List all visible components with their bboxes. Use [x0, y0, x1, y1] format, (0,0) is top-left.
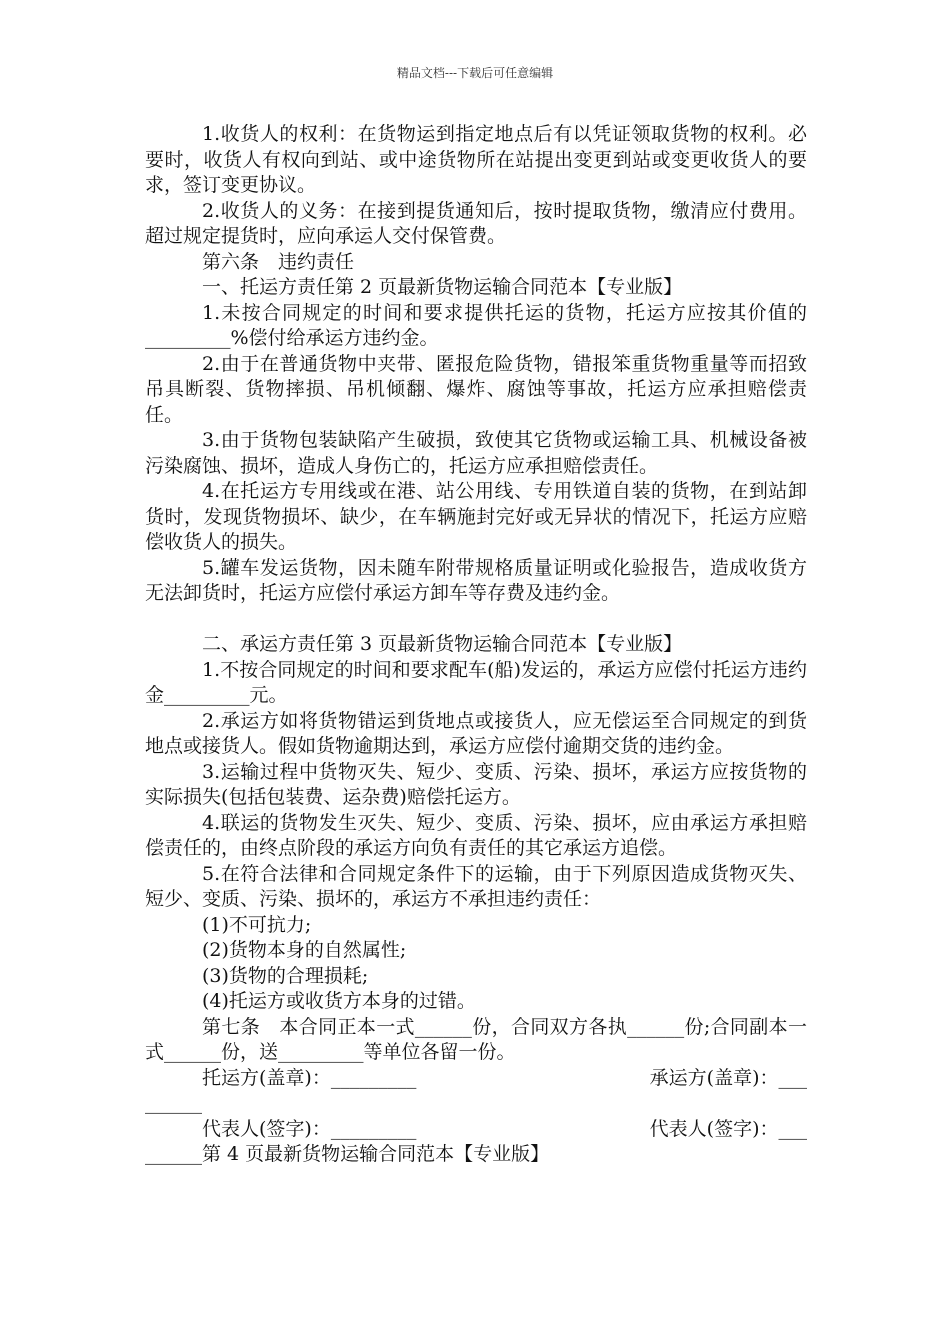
- exemption-item-2: (2)货物本身的自然属性;: [202, 939, 407, 961]
- carrier-liability-item-3: 3.运输过程中货物灭失、短少、变质、污染、损坏，承运方应按货物的实际损失(包括包装费、运杂费)赔偿托运方。: [145, 760, 807, 808]
- carrier-liability-item-4: 4.联运的货物发生灭失、短少、变质、污染、损坏，应由承运方承担赔偿责任的，由终点阶段的承运方向负有责任的其它承运方追偿。: [145, 811, 807, 859]
- section-carrier-liability-heading: 二、承运方责任第 3 页最新货物运输合同范本【专业版】: [202, 633, 683, 655]
- signature-row-representative: [145, 1117, 807, 1143]
- shipper-liability-item-5: 5.罐车发运货物，因未随车附带规格质量证明或化验报告，造成收货方无法卸货时，托运方应偿付承运方卸车等存费及违约金。: [145, 556, 807, 604]
- carrier-liability-item-5: 5.在符合法律和合同规定条件下的运输，由于下列原因造成货物灭失、短少、变质、污染、损坏的，承运方不承担违约责任：: [145, 862, 807, 910]
- shipper-liability-item-4: 4.在托运方专用线或在港、站公用线、专用铁道自装的货物，在到站卸货时，发现货物损坏、缺少，在车辆施封完好或无异状的情况下，托运方应赔偿收货人的损失。: [145, 480, 807, 553]
- exemption-item-1: (1)不可抗力;: [202, 913, 312, 936]
- carrier-representative-line: 代表人(签字)：___: [649, 1117, 807, 1140]
- shipper-liability-item-3: 3.由于货物包装缺陷产生破损，致使其它货物或运输工具、机械设备被污染腐蚀、损坏，造成人身伤亡的，托运方应承担赔偿责任。: [145, 429, 807, 477]
- shipper-liability-item-2: 2.由于在普通货物中夹带、匿报危险货物，错报笨重货物重量等而招致吊具断裂、货物摔损、吊机倾翻、爆炸、腐蚀等事故，托运方应承担赔偿责任。: [145, 352, 807, 426]
- carrier-representative-continuation: ______第 4 页最新货物运输合同范本【专业版】: [145, 1143, 550, 1165]
- article-seven: 第七条 本合同正本一式______份，合同双方各执______份;合同副本一式______份，送_________等单位各留一份。: [145, 1015, 807, 1063]
- carrier-liability-item-1: 1.不按合同规定的时间和要求配车(船)发运的，承运方应偿付托运方违约金_________元。: [145, 658, 807, 706]
- signature-row-seal: [145, 1066, 807, 1092]
- article-six-heading: 第六条 违约责任: [202, 250, 355, 273]
- blank-line: [145, 607, 807, 633]
- section-shipper-liability-heading: 一、托运方责任第 2 页最新货物运输合同范本【专业版】: [202, 276, 683, 298]
- document-body: [145, 122, 807, 1168]
- exemption-item-3: (3)货物的合理损耗;: [202, 964, 369, 987]
- page-header: 精品文档---下载后可任意编辑: [396, 66, 554, 80]
- carrier-liability-item-2: 2.承运方如将货物错运到货地点或接货人，应无偿运至合同规定的到货地点或接货人。假如货物逾期达到，承运方应偿付逾期交货的违约金。: [145, 709, 807, 757]
- shipper-liability-item-1: 1.未按合同规定的时间和要求提供托运的货物，托运方应按其价值的_________%偿付给承运方违约金。: [145, 301, 807, 349]
- exemption-item-4: (4)托运方或收货方本身的过错。: [202, 990, 476, 1012]
- shipper-representative-line: 代表人(签字)：_________: [202, 1117, 417, 1140]
- carrier-seal-line-continuation: ______: [145, 1092, 202, 1114]
- paragraph-consignee-rights: 1.收货人的权利：在货物运到指定地点后有以凭证领取货物的权利。必要时，收货人有权向到站、或中途货物所在站提出变更到站或变更收货人的要求，签订变更协议。: [145, 123, 807, 196]
- shipper-seal-line: 托运方(盖章)：_________: [202, 1066, 417, 1089]
- carrier-seal-line: 承运方(盖章)：___: [649, 1066, 807, 1089]
- paragraph-consignee-duties: 2.收货人的义务：在接到提货通知后，按时提取货物，缴清应付费用。超过规定提货时，应向承运人交付保管费。: [145, 199, 807, 247]
